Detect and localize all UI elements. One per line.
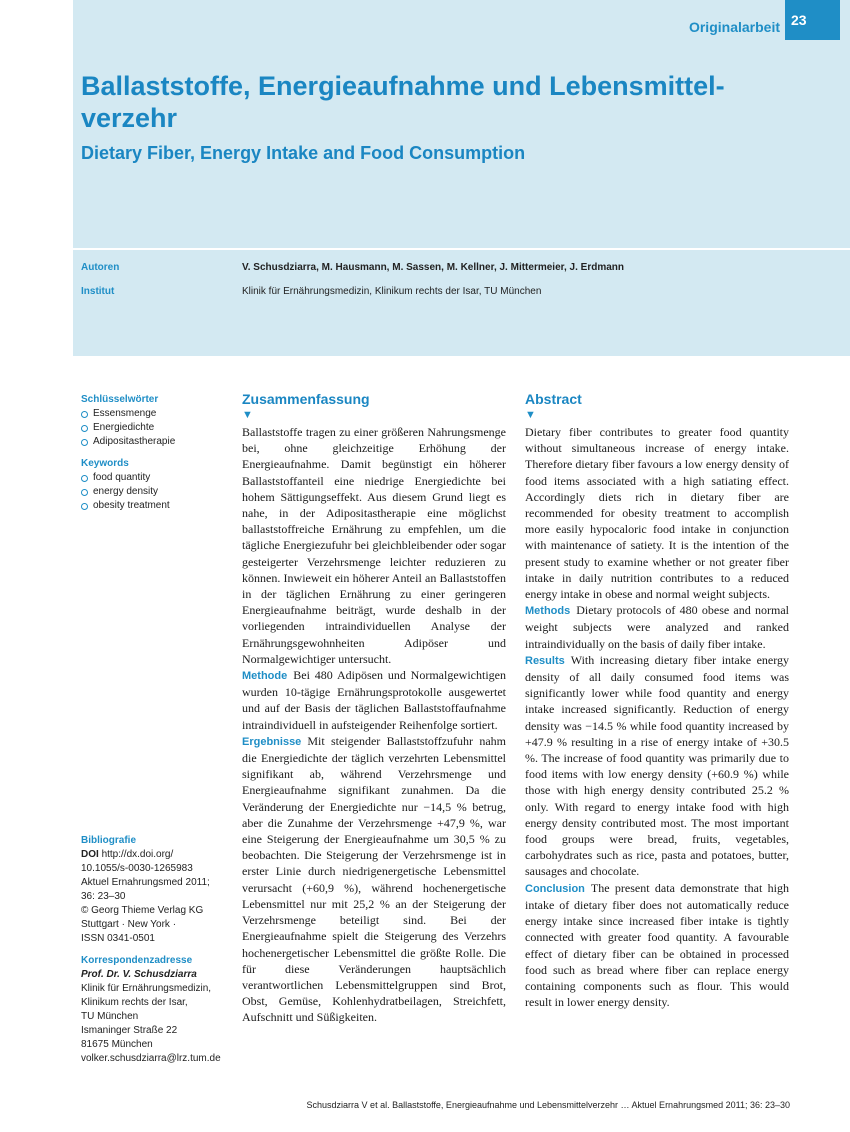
correspondence-name: Prof. Dr. V. Schusdziarra [81,969,197,980]
bibliography-line: 36: 23–30 [81,891,126,902]
article-subtitle: Dietary Fiber, Energy Intake and Food Consumption [81,143,526,163]
bibliography-line: Aktuel Ernahrungsmed 2011; [81,877,210,888]
methode-label: Methode [242,670,288,683]
correspondence-line: Ismaninger Straße 22 [81,1025,178,1036]
bibliography-panel [81,834,221,1066]
circle-bullet-icon [81,503,88,510]
abstract-column [525,390,789,1010]
zusammenfassung-intro: Ballaststoffe tragen zu einer größeren Nahrungsmenge bei, ohne gleichzeitige Erhöhung der Energieaufnahme. Damit begünstigt ein höherer Ballaststoffanteil eine niedrige Energiedichte bei hohem Sättigungseffekt. Aus diesem Grund liegt es nahe, in der Adipositastherapie eine möglichst ballaststoffreiche Ernährung zu empfehlen, um die tägliche Energiezufuhr bei gleichbleibender oder sogar gesteigerter Verzehrsmenge leichter reduzieren zu können. Inwieweit ein höherer Anteil an Ballaststoffen in der täglichen Ernährung zu einer geringeren Energieaufnahme beiträgt, wurde deshalb in der vorliegenden intraindividuellen Analyse der Ernährungsgewohnheiten Adipöser und Normalgewichtiger untersucht. [242,425,506,666]
methode-text: Bei 480 Adipösen und Normalgewichtigen wurden 10-tägige Ernährungsprotokolle ausgewertet und auf der Basis der täglichen Ballaststoffaufnahme intraindividuell in aufsteigender Reihenfolge sortiert. [242,668,506,732]
correspondence-heading: Korrespondenzadresse [81,955,193,966]
bibliography-line: © Georg Thieme Verlag KG [81,905,204,916]
circle-bullet-icon [81,411,88,418]
triangle-down-icon: ▼ [525,409,536,421]
keyword-item: energy density [81,485,175,499]
circle-bullet-icon [81,489,88,496]
methods-text: Dietary protocols of 480 obese and normal weight subjects were analyzed and ranked intraindividually on the basis of daily fiber intake. [525,603,789,651]
footer-citation: Schusdziarra V et al. Ballaststoffe, Energieaufnahme und Lebensmittelverzehr … Aktuel Ernahrungsmed 2011; 36: 23–30 [306,1100,790,1110]
abstract-heading: Abstract [525,391,582,407]
page-number: 23 [785,0,840,40]
keyword-item: obesity treatment [81,499,175,513]
keywords-de-heading: Schlüsselwörter [81,394,159,405]
section-label: Originalarbeit [688,19,780,35]
correspondence-line: 81675 München [81,1039,153,1050]
correspondence-line: Klinikum rechts der Isar, [81,997,188,1008]
bibliography-heading: Bibliografie [81,835,137,846]
circle-bullet-icon [81,425,88,432]
correspondence-email[interactable]: volker.schusdziarra@lrz.tum.de [81,1053,221,1064]
abstract-conclusion [525,880,789,1011]
ergebnisse-label: Ergebnisse [242,735,302,748]
keyword-item: Energiedichte [81,421,175,435]
authors-list: V. Schusdziarra, M. Hausmann, M. Sassen, M. Kellner, J. Mittermeier, J. Erdmann [242,262,624,273]
bibliography-line: 10.1055/s-0030-1265983 [81,863,193,874]
zusammenfassung-methode [242,667,506,733]
keyword-item: food quantity [81,471,175,485]
doi-label: DOI [81,849,99,860]
keywords-panel [81,393,175,513]
keyword-item: Essensmenge [81,407,175,421]
methods-label: Methods [525,605,571,618]
correspondence-line: Klinik für Ernährungsmedizin, [81,983,212,994]
bibliography-line: ISSN 0341-0501 [81,933,155,944]
circle-bullet-icon [81,439,88,446]
zusammenfassung-ergebnisse [242,733,506,1026]
correspondence-line: TU München [81,1011,139,1022]
institute-label: Institut [81,286,115,297]
zusammenfassung-column [242,390,506,1026]
authors-label: Autoren [81,262,120,273]
keywords-en-heading: Keywords [81,458,129,469]
circle-bullet-icon [81,475,88,482]
bibliography-line: Stuttgart · New York · [81,919,177,930]
conclusion-text: The present data demonstrate that high intake of dietary fiber does not automatically reduce energy intake since increased fiber intake is tightly connected with greater food quantity. A favourable effect of dietary fiber can be obtained in processed food such as bread where fiber can replace energy containing components such as flour. This would result in lower energy density. [525,880,789,1010]
conclusion-label: Conclusion [525,882,585,895]
abstract-results [525,652,789,880]
results-label: Results [525,654,565,667]
results-text: With increasing dietary fiber intake energy density of all daily consumed food items was significantly lower while food quantity and energy intake increased significantly. Reduction of energy density was −14.5 % while food quantity increased by +47.9 % resulting in a rise of energy intake of +30.5 %. The increase of food quantity was primarily due to food items with low energy density (+60.9 %) while those with high energy density contributed 25.2 % only. With regard to energy intake food with high energy density contributed most. The most important food groups were bread, fruits, vegetables, carbohydrates such as rice, pasta and potatoes, butter, sausages and chocolate. [525,652,789,879]
zusammenfassung-heading: Zusammenfassung [242,391,370,407]
triangle-down-icon: ▼ [242,409,253,421]
doi-link[interactable]: http://dx.doi.org/ [101,849,174,860]
article-title: Ballaststoffe, Energieaufnahme und Lebensmittel-verzehr [81,71,725,133]
institute-value: Klinik für Ernährungsmedizin, Klinikum rechts der Isar, TU München [242,286,542,297]
abstract-methods [525,602,789,652]
abstract-intro: Dietary fiber contributes to greater food quantity without simultaneous increase of energy intake. Therefore dietary fiber favours a low energy density of food items associated with a high satiating effect. Accordingly diets rich in dietary fiber are recommended for obesity treatment to accomplish more easily hypocaloric food intake in conjunction with maintenance of satiety. It is the intention of the present study to examine whether or not greater fiber intake in daily nutrition contributes to a reduced energy intake in obese and normal weight subjects. [525,425,789,602]
doi-line [81,848,221,862]
keyword-item: Adipositastherapie [81,435,175,449]
ergebnisse-text: Mit steigender Ballaststoffzufuhr nahm die Energiedichte der täglich verzehrten Lebensmittel signifikant ab, während Verzehrsmenge und Energieaufnahme signifikant zunahmen. Da die Veränderung der Energiedichte nur −14,5 % betrug, aber die Zunahme der Verzehrsmenge +47,9 %, war eine Steigerung der Energieaufnahme um 30,5 % zu beobachten. Die Steigerung der Verzehrsmenge ist in erster Linie durch niedrigenergetische Lebensmittel verursacht (+60,9 %), während hochenergetische Lebensmittel nur mit 25,2 % an der Steigerung der Verzehrsmenge beteiligt sind. Bei der Energieaufnahme spielt die Steigerung des Verzehrs hochenergetischer Lebensmittel die größte Rolle. Die für diese Veränderungen hauptsächlich verantwortlichen Lebensmittelgruppen sind Brot, Obst, Gemüse, Kohlenhydratbeilagen, Streichfett, Aufschnitt und Süßigkeiten. [242,733,506,1025]
